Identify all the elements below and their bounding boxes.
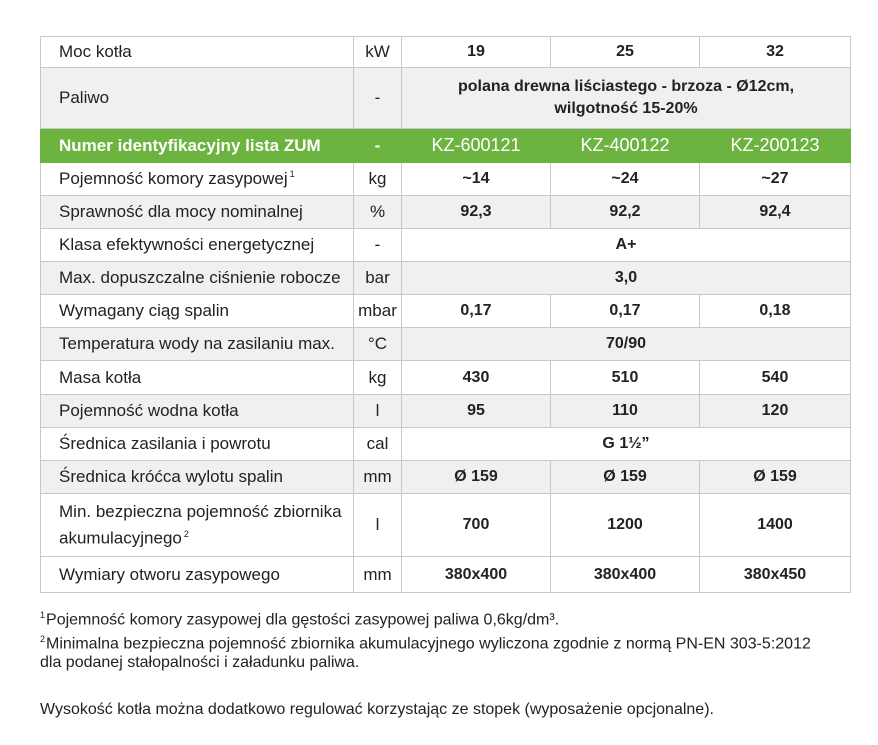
row-label-text: Średnica zasilania i powrotu xyxy=(59,434,271,453)
row-value-3: 0,18 xyxy=(700,295,851,328)
footnote-2-mark: 2 xyxy=(40,634,46,644)
row-value-1: KZ-600121 xyxy=(402,129,551,163)
row-label xyxy=(41,395,354,428)
table-row xyxy=(41,328,851,361)
footnote-2-text-line1: Minimalna bezpieczna pojemność zbiornika akumulacyjnego wyliczona zgodnie z normą PN-EN 303-5:2012 xyxy=(46,635,811,653)
row-value-3: KZ-200123 xyxy=(700,129,851,163)
row-unit: % xyxy=(354,196,402,229)
table-row xyxy=(41,428,851,461)
table-row xyxy=(41,361,851,395)
row-value-1: 380x400 xyxy=(402,557,551,593)
row-label xyxy=(41,68,354,129)
row-value-2: Ø 159 xyxy=(551,461,700,494)
row-unit: mm xyxy=(354,557,402,593)
footnote-2-continued xyxy=(40,652,860,674)
row-unit: °C xyxy=(354,328,402,361)
row-label xyxy=(41,295,354,328)
row-unit: cal xyxy=(354,428,402,461)
row-label xyxy=(41,196,354,229)
row-value-1: 0,17 xyxy=(402,295,551,328)
row-value-2: ~24 xyxy=(551,163,700,196)
row-label-text: Max. dopuszczalne ciśnienie robocze xyxy=(59,268,341,287)
row-label-text: Numer identyfikacyjny lista ZUM xyxy=(59,135,321,155)
row-value-3: 1400 xyxy=(700,494,851,557)
row-label-text: Średnica króćca wylotu spalin xyxy=(59,467,283,486)
footnote-marker: 1 xyxy=(289,169,295,180)
table-row xyxy=(41,557,851,593)
row-value-1: 430 xyxy=(402,361,551,395)
table-row xyxy=(41,68,851,129)
row-value-2: KZ-400122 xyxy=(551,129,700,163)
row-value-3: 540 xyxy=(700,361,851,395)
row-unit: kg xyxy=(354,361,402,395)
footnote-2-text-line2: dla podanej stałopalności i załadunku paliwa. xyxy=(40,654,360,671)
row-merged-value: A+ xyxy=(402,229,851,262)
row-value-3: 380x450 xyxy=(700,557,851,593)
row-label-text: Pojemność wodna kotła xyxy=(59,401,239,420)
row-label-text: Temperatura wody na zasilaniu max. xyxy=(59,334,335,353)
row-unit: kg xyxy=(354,163,402,196)
row-label xyxy=(41,494,354,557)
row-label-text: Wymagany ciąg spalin xyxy=(59,301,229,320)
row-label-text: Sprawność dla mocy nominalnej xyxy=(59,202,303,221)
height-note-text: Wysokość kotła można dodatkowo regulować korzystając ze stopek (wyposażenie opcjonalne). xyxy=(40,701,714,718)
row-unit: kW xyxy=(354,37,402,68)
row-value-2: 92,2 xyxy=(551,196,700,229)
power-value-3: 32 xyxy=(700,37,851,68)
table-header-row xyxy=(41,37,851,68)
row-value-1: 700 xyxy=(402,494,551,557)
row-label-text: Pojemność komory zasypowej xyxy=(59,169,288,188)
table-row xyxy=(41,461,851,494)
row-label xyxy=(41,163,354,196)
row-unit: - xyxy=(354,68,402,129)
row-value-3: 92,4 xyxy=(700,196,851,229)
row-label xyxy=(41,328,354,361)
table-row xyxy=(41,295,851,328)
row-merged-value: polana drewna liściastego - brzoza - Ø12cm, wilgotność 15-20% xyxy=(402,68,851,129)
row-value-2: 380x400 xyxy=(551,557,700,593)
row-unit: bar xyxy=(354,262,402,295)
row-value-2: 0,17 xyxy=(551,295,700,328)
row-unit: - xyxy=(354,129,402,163)
row-label xyxy=(41,229,354,262)
row-label-text: Masa kotła xyxy=(59,367,142,387)
table-row xyxy=(41,229,851,262)
row-value-1: Ø 159 xyxy=(402,461,551,494)
boiler-spec-table xyxy=(40,36,851,593)
row-label xyxy=(41,262,354,295)
power-value-2: 25 xyxy=(551,37,700,68)
row-value-3: Ø 159 xyxy=(700,461,851,494)
row-label-text: Wymiary otworu zasypowego xyxy=(59,564,280,584)
footnote-1-mark: 1 xyxy=(40,610,46,620)
row-label-text: Min. bezpieczna pojemność zbiornika akumulacyjnego xyxy=(59,501,342,548)
row-unit: l xyxy=(354,494,402,557)
row-value-1: 92,3 xyxy=(402,196,551,229)
table-row xyxy=(41,163,851,196)
footnote-1-text: Pojemność komory zasypowej dla gęstości zasypowej paliwa 0,6kg/dm³. xyxy=(46,611,560,629)
row-unit: mbar xyxy=(354,295,402,328)
row-label xyxy=(41,129,354,163)
row-label-text: Klasa efektywności energetycznej xyxy=(59,235,315,254)
row-unit: - xyxy=(354,229,402,262)
row-label xyxy=(41,461,354,494)
table-row xyxy=(41,494,851,557)
height-note xyxy=(40,699,860,721)
table-row xyxy=(41,262,851,295)
row-label xyxy=(41,557,354,593)
row-value-2: 510 xyxy=(551,361,700,395)
table-row xyxy=(41,129,851,163)
row-value-1: 95 xyxy=(402,395,551,428)
row-label xyxy=(41,428,354,461)
row-label xyxy=(41,361,354,395)
row-merged-value: G 1½” xyxy=(402,428,851,461)
table-row xyxy=(41,395,851,428)
row-label-text: Paliwo xyxy=(59,88,110,107)
row-value-2: 1200 xyxy=(551,494,700,557)
row-value-1: ~14 xyxy=(402,163,551,196)
row-merged-value: 3,0 xyxy=(402,262,851,295)
row-label: Moc kotła xyxy=(41,37,354,68)
row-unit: mm xyxy=(354,461,402,494)
row-merged-value: 70/90 xyxy=(402,328,851,361)
power-value-1: 19 xyxy=(402,37,551,68)
table-row xyxy=(41,196,851,229)
row-unit: l xyxy=(354,395,402,428)
row-value-3: ~27 xyxy=(700,163,851,196)
row-value-3: 120 xyxy=(700,395,851,428)
footnote-marker: 2 xyxy=(183,528,189,539)
row-value-2: 110 xyxy=(551,395,700,428)
